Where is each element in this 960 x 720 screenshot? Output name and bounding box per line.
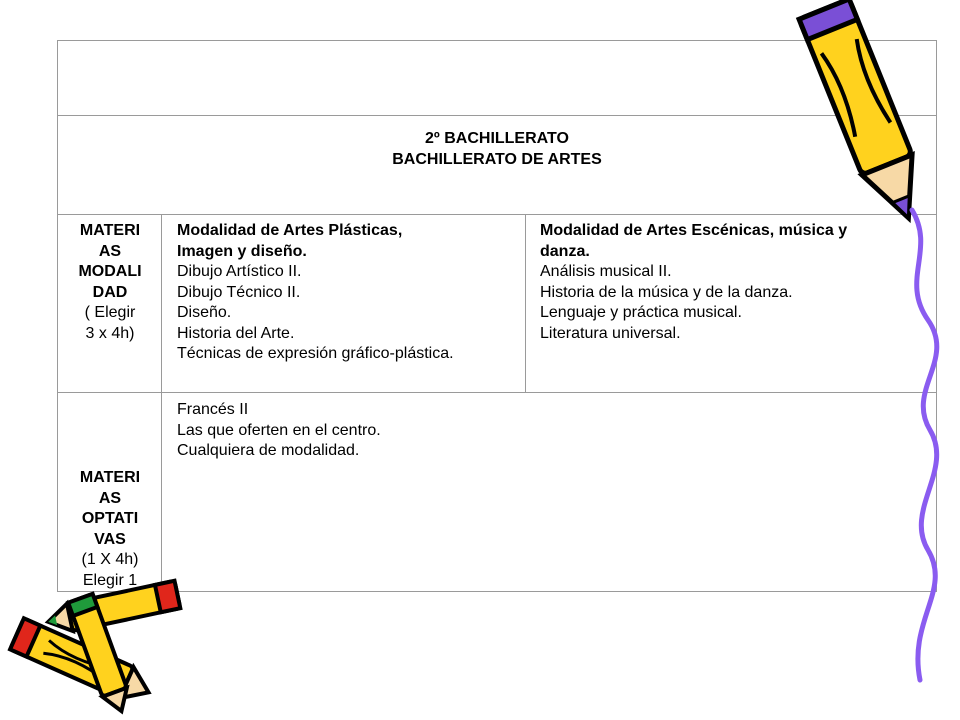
row-label-text: DAD [92, 283, 128, 301]
row-sublabel-text: (1 X 4h) [81, 551, 139, 568]
subject-item: Técnicas de expresión gráfico-plástica. [177, 345, 454, 362]
subject-item: Dibujo Artístico II. [177, 263, 302, 280]
column-heading: Modalidad de Artes Plásticas, [177, 222, 403, 239]
pencil-icon [790, 0, 950, 240]
header-line-1: 2º BACHILLERATO [425, 130, 569, 147]
subject-item: Historia del Arte. [177, 324, 295, 342]
row-label-text: OPTATI [81, 510, 139, 527]
row-label-text: MATERI [79, 469, 141, 486]
optativas-cell [177, 400, 877, 462]
row-label-text: MATERI [79, 222, 141, 239]
column-heading: danza. [540, 242, 590, 260]
row-label-text: VAS [94, 530, 126, 548]
subject-item: Dibujo Técnico II. [177, 283, 301, 301]
row-sublabel-text: ( Elegir [84, 304, 136, 321]
subject-item: Literatura universal. [540, 324, 681, 342]
subject-item: Lenguaje y práctica musical. [540, 304, 742, 321]
row-label-optativas [60, 468, 160, 591]
pencil-icon [0, 585, 200, 720]
column-heading: Modalidad de Artes Escénicas, música y [540, 222, 848, 239]
subject-item: Las que oferten en el centro. [177, 421, 381, 439]
subject-item: Historia de la música y de la danza. [540, 283, 793, 301]
squiggle-line [898, 210, 948, 690]
subject-item: Análisis musical II. [540, 263, 672, 280]
modalidad-artes-plasticas-cell [177, 221, 522, 365]
subject-item: Francés II [177, 401, 249, 418]
column-heading: Imagen y diseño. [177, 242, 307, 260]
table-divider [58, 392, 936, 393]
row-label-modalidad [60, 221, 160, 344]
table-divider [161, 214, 162, 592]
subject-item: Diseño. [177, 304, 232, 321]
subject-item: Cualquiera de modalidad. [177, 442, 360, 459]
row-label-text: AS [98, 242, 122, 260]
table-divider [525, 214, 526, 392]
row-sublabel-text: Elegir 1 [82, 571, 138, 589]
row-label-text: AS [98, 489, 122, 507]
row-sublabel-text: 3 x 4h) [85, 324, 135, 342]
header-line-2: BACHILLERATO DE ARTES [392, 150, 602, 168]
row-label-text: MODALI [78, 263, 142, 280]
